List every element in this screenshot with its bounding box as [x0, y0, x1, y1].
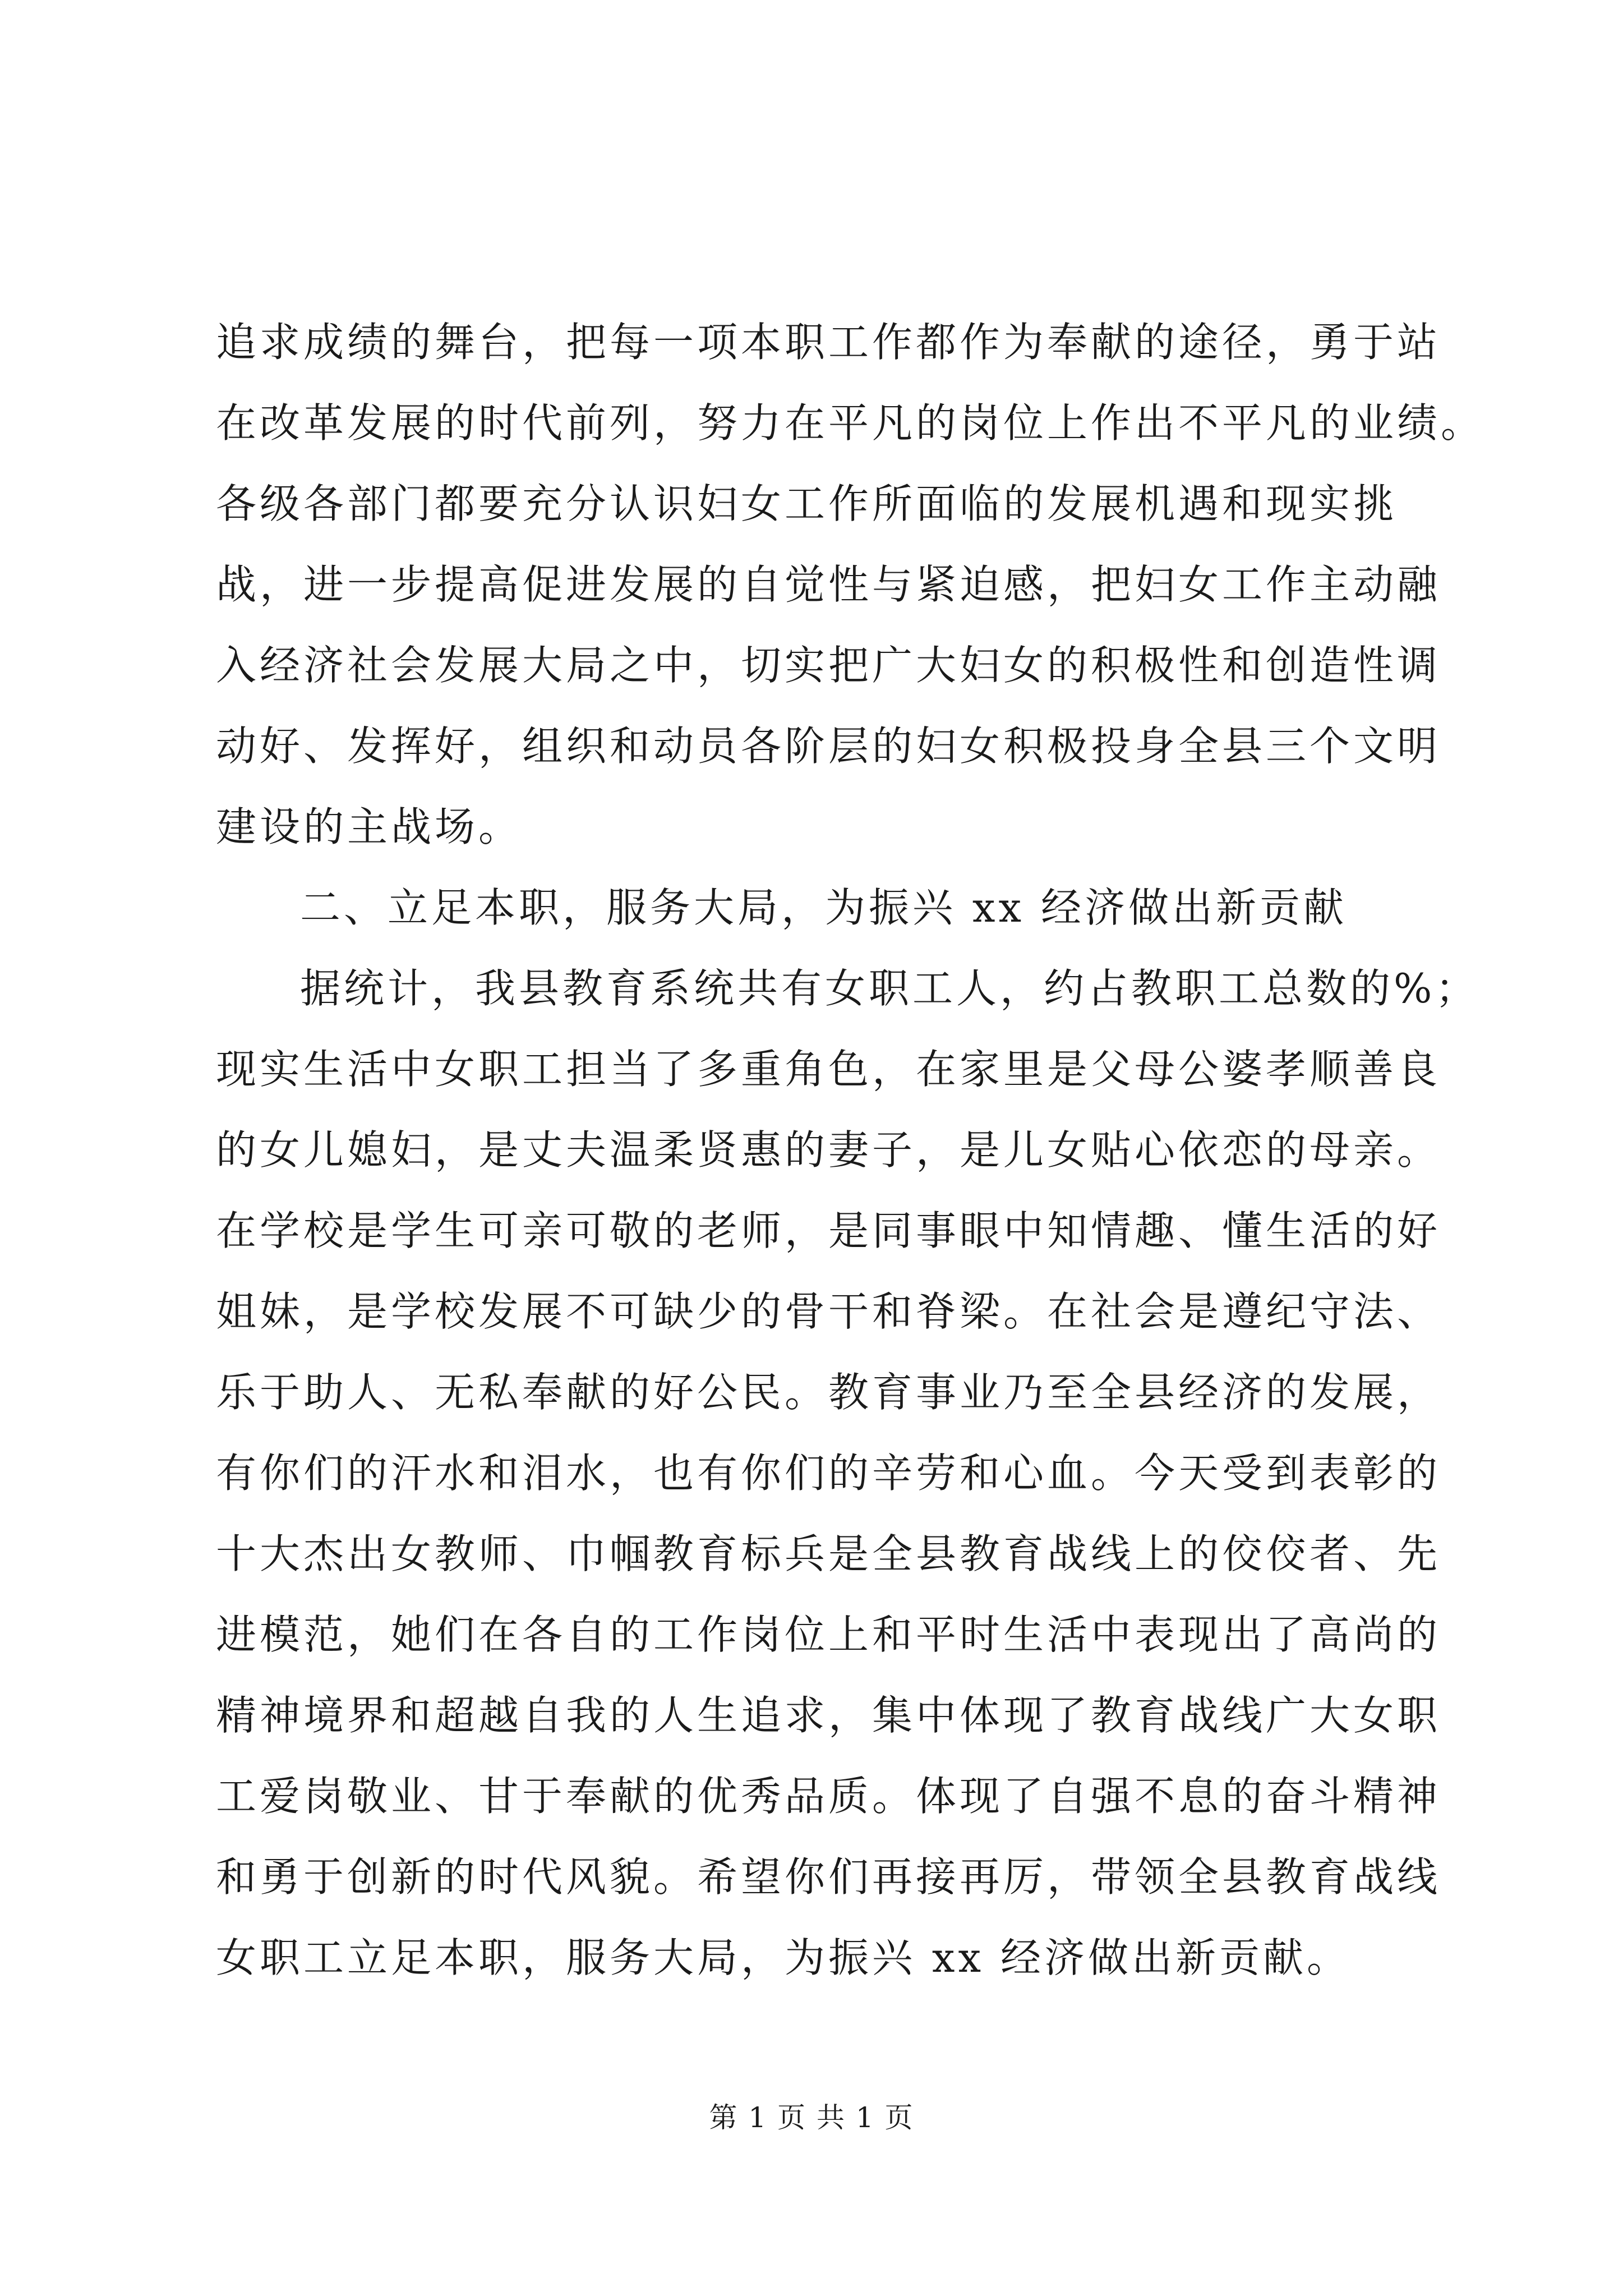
text-line: 有你们的汗水和泪水，也有你们的辛劳和心血。今天受到表彰的: [216, 1450, 1441, 1497]
text-line: 建设的主战场。: [216, 803, 523, 850]
text-line: 追求成绩的舞台，把每一项本职工作都作为奉献的途径，勇于站: [216, 319, 1441, 366]
section-heading: 二、立足本职，服务大局，为振兴 xx 经济做出新贡献: [300, 884, 1347, 931]
paragraph-start-line: 据统计，我县教育系统共有女职工人，约占教职工总数的%；: [300, 965, 1479, 1012]
text-line: 入经济社会发展大局之中，切实把广大妇女的积极性和创造性调: [216, 642, 1441, 689]
text-line: 现实生活中女职工担当了多重角色，在家里是父母公婆孝顺善良: [216, 1046, 1441, 1093]
text-line: 进模范，她们在各自的工作岗位上和平时生活中表现出了高尚的: [216, 1611, 1441, 1658]
text-line: 工爱岗敬业、甘于奉献的优秀品质。体现了自强不息的奋斗精神: [216, 1773, 1441, 1820]
text-line: 乐于助人、无私奉献的好公民。教育事业乃至全县经济的发展，: [216, 1369, 1441, 1416]
text-line: 各级各部门都要充分认识妇女工作所面临的发展机遇和现实挑: [216, 480, 1398, 527]
text-line: 动好、发挥好，组织和动员各阶层的妇女积极投身全县三个文明: [216, 723, 1441, 770]
page-footer: 第 1 页 共 1 页: [709, 2101, 914, 2134]
text-line: 十大杰出女教师、巾帼教育标兵是全县教育战线上的佼佼者、先: [216, 1530, 1441, 1577]
text-line: 和勇于创新的时代风貌。希望你们再接再厉，带领全县教育战线: [216, 1853, 1441, 1901]
text-line: 在学校是学生可亲可敬的老师，是同事眼中知情趣、懂生活的好: [216, 1207, 1441, 1254]
text-line: 精神境界和超越自我的人生追求，集中体现了教育战线广大女职: [216, 1692, 1441, 1739]
text-line: 战，进一步提高促进发展的自觉性与紧迫感，把妇女工作主动融: [216, 561, 1441, 608]
text-line: 姐妹，是学校发展不可缺少的骨干和脊梁。在社会是遵纪守法、: [216, 1288, 1441, 1335]
body-text: [216, 302, 1485, 1998]
text-line: 的女儿媳妇，是丈夫温柔贤惠的妻子，是儿女贴心依恋的母亲。: [216, 1126, 1441, 1174]
text-line: 在改革发展的时代前列，努力在平凡的岗位上作出不平凡的业绩。: [216, 399, 1485, 447]
text-line: 女职工立足本职，服务大局，为振兴 xx 经济做出新贡献。: [216, 1934, 1350, 1981]
